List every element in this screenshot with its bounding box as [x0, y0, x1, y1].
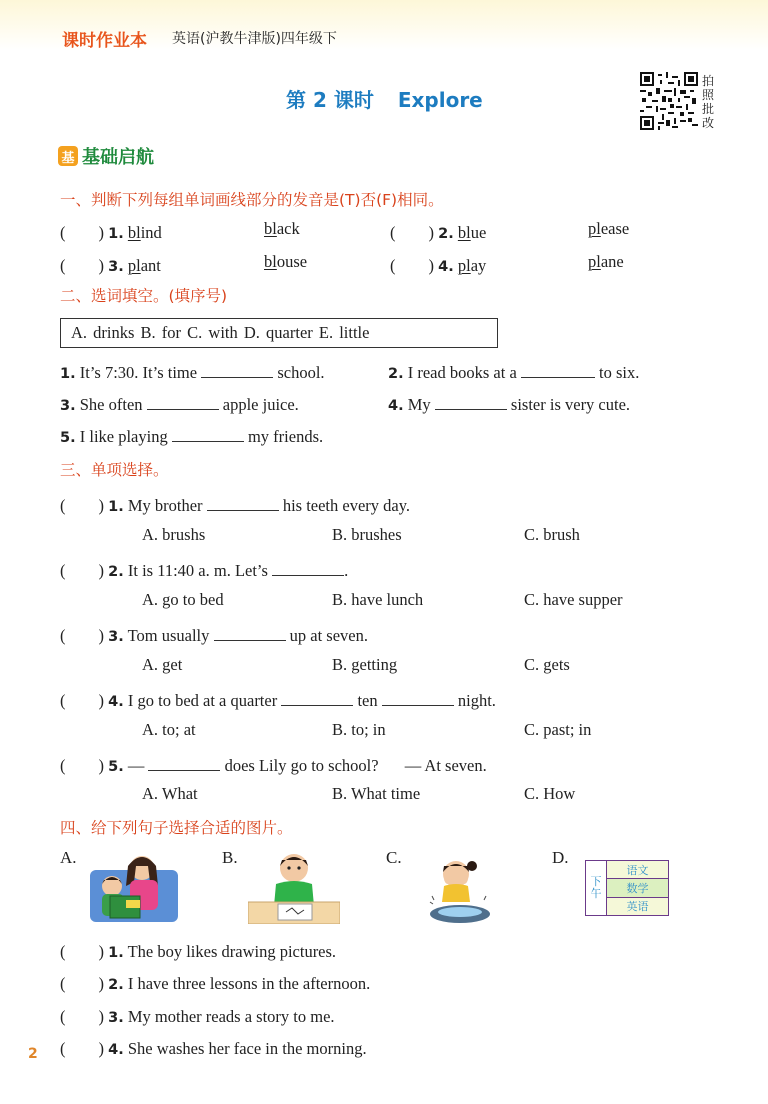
part2-title: 二、选词填空。(填序号)	[60, 287, 228, 305]
part1-item-3-word2: blouse	[264, 252, 308, 271]
part3-q4: ( ) 4. I go to bed at a quarter ten night.	[60, 691, 496, 710]
fill-blank[interactable]	[148, 769, 220, 771]
book-title: 英语(沪教牛津版)四年级下	[172, 31, 337, 47]
option-c[interactable]: C. How	[524, 784, 576, 803]
lesson-number: 第 2 课时	[286, 88, 374, 112]
option-b[interactable]: B. What time	[332, 784, 421, 803]
option-b[interactable]: B. to; in	[332, 720, 386, 739]
answer-paren[interactable]: ( )	[390, 256, 434, 275]
part1-item-1-word2: black	[264, 219, 300, 238]
part2-q1: 1. It’s 7:30. It’s time school.	[60, 363, 325, 382]
word-rest: ind	[140, 223, 162, 242]
fill-blank[interactable]	[435, 408, 507, 410]
option-a[interactable]: A. to; at	[142, 720, 196, 739]
picture-label-c: C.	[386, 848, 402, 867]
item-number: 3.	[108, 259, 124, 275]
answer-paren[interactable]: ( )	[60, 256, 104, 275]
qr-label: 拍照批改	[702, 74, 715, 130]
fill-blank[interactable]	[272, 574, 344, 576]
part4-title: 四、给下列句子选择合适的图片。	[60, 819, 293, 837]
timetable-side: 下午	[586, 861, 607, 915]
option-a[interactable]: A. brushs	[142, 525, 206, 544]
timetable-row: 英语	[607, 898, 668, 915]
option-b[interactable]: B. brushes	[332, 525, 402, 544]
item-number: 1.	[108, 226, 124, 242]
part1-item-2: ( ) 2. blue	[390, 223, 487, 242]
picture-girl-washing[interactable]	[424, 856, 494, 926]
part1-item-2-word2: please	[588, 219, 630, 238]
timetable-row: 语文	[607, 861, 668, 879]
part2-q4: 4. My sister is very cute.	[388, 395, 631, 414]
answer-paren[interactable]: ( )	[60, 756, 104, 775]
fill-blank[interactable]	[172, 440, 244, 442]
part3-q1: ( ) 1. My brother his teeth every day.	[60, 496, 411, 515]
part3-q5: ( ) 5. — does Lily go to school? — At seven.	[60, 756, 487, 775]
part4-item-2: ( ) 2. I have three lessons in the afternoon.	[60, 974, 371, 993]
part1-title: 一、判断下列每组单词画线部分的发音是(T)否(F)相同。	[60, 191, 444, 209]
answer-paren[interactable]: ( )	[60, 942, 104, 961]
page-number: 2	[28, 1046, 38, 1062]
answer-paren[interactable]: ( )	[390, 223, 434, 242]
section-title: 基础启航	[82, 147, 154, 168]
picture-mother-reading[interactable]	[88, 852, 182, 924]
item-number: 4.	[438, 259, 454, 275]
fill-blank[interactable]	[521, 376, 595, 378]
picture-label-a: A.	[60, 848, 77, 867]
item-number: 2.	[438, 226, 454, 242]
fill-blank[interactable]	[147, 408, 219, 410]
lesson-topic: Explore	[397, 88, 483, 112]
section-header	[58, 144, 154, 168]
lesson-title	[286, 84, 483, 113]
answer-paren[interactable]: ( )	[60, 223, 104, 242]
part3-title: 三、单项选择。	[60, 461, 169, 479]
part4-item-3: ( ) 3. My mother reads a story to me.	[60, 1007, 335, 1026]
option-a[interactable]: A. go to bed	[142, 590, 224, 609]
fill-blank[interactable]	[281, 704, 353, 706]
option-b[interactable]: B. have lunch	[332, 590, 424, 609]
option-b[interactable]: B. getting	[332, 655, 398, 674]
part1-item-4: ( ) 4. play	[390, 256, 487, 275]
part2-q5: 5. I like playing my friends.	[60, 427, 324, 446]
picture-boy-drawing[interactable]	[248, 850, 340, 924]
option-c[interactable]: C. gets	[524, 655, 570, 674]
part3-q3: ( ) 3. Tom usually up at seven.	[60, 626, 368, 645]
word-options-box: A. drinks B. for C. with D. quarter E. little	[60, 318, 498, 348]
page-header	[0, 0, 768, 50]
option-a[interactable]: A. get	[142, 655, 183, 674]
answer-paren[interactable]: ( )	[60, 1039, 104, 1058]
part4-item-4: ( ) 4. She washes her face in the morning.	[60, 1039, 367, 1058]
part1-item-3: ( ) 3. plant	[60, 256, 161, 275]
fill-blank[interactable]	[214, 639, 286, 641]
answer-paren[interactable]: ( )	[60, 626, 104, 645]
part2-q2: 2. I read books at a to six.	[388, 363, 640, 382]
answer-paren[interactable]: ( )	[60, 496, 104, 515]
option-c[interactable]: C. brush	[524, 525, 580, 544]
fill-blank[interactable]	[201, 376, 273, 378]
part1-item-4-word2: plane	[588, 252, 624, 271]
part2-q3: 3. She often apple juice.	[60, 395, 299, 414]
timetable-row: 数学	[607, 879, 668, 897]
picture-label-b: B.	[222, 848, 238, 867]
fill-blank[interactable]	[382, 704, 454, 706]
option-c[interactable]: C. have supper	[524, 590, 623, 609]
part3-q2: ( ) 2. It is 11:40 a. m. Let’s .	[60, 561, 349, 580]
part4-item-1: ( ) 1. The boy likes drawing pictures.	[60, 942, 337, 961]
picture-label-d: D.	[552, 848, 569, 867]
qr-code[interactable]	[640, 72, 698, 130]
answer-paren[interactable]: ( )	[60, 1007, 104, 1026]
fill-blank[interactable]	[207, 509, 279, 511]
part1-item-1	[60, 219, 162, 243]
anchor-icon: 基	[58, 146, 78, 166]
picture-timetable[interactable]	[585, 860, 669, 916]
answer-paren[interactable]: ( )	[60, 974, 104, 993]
answer-paren[interactable]: ( )	[60, 561, 104, 580]
brand-title: 课时作业本	[62, 31, 147, 51]
answer-paren[interactable]: ( )	[60, 691, 104, 710]
option-a[interactable]: A. What	[142, 784, 198, 803]
word-underlined: bl	[127, 223, 141, 242]
option-c[interactable]: C. past; in	[524, 720, 592, 739]
